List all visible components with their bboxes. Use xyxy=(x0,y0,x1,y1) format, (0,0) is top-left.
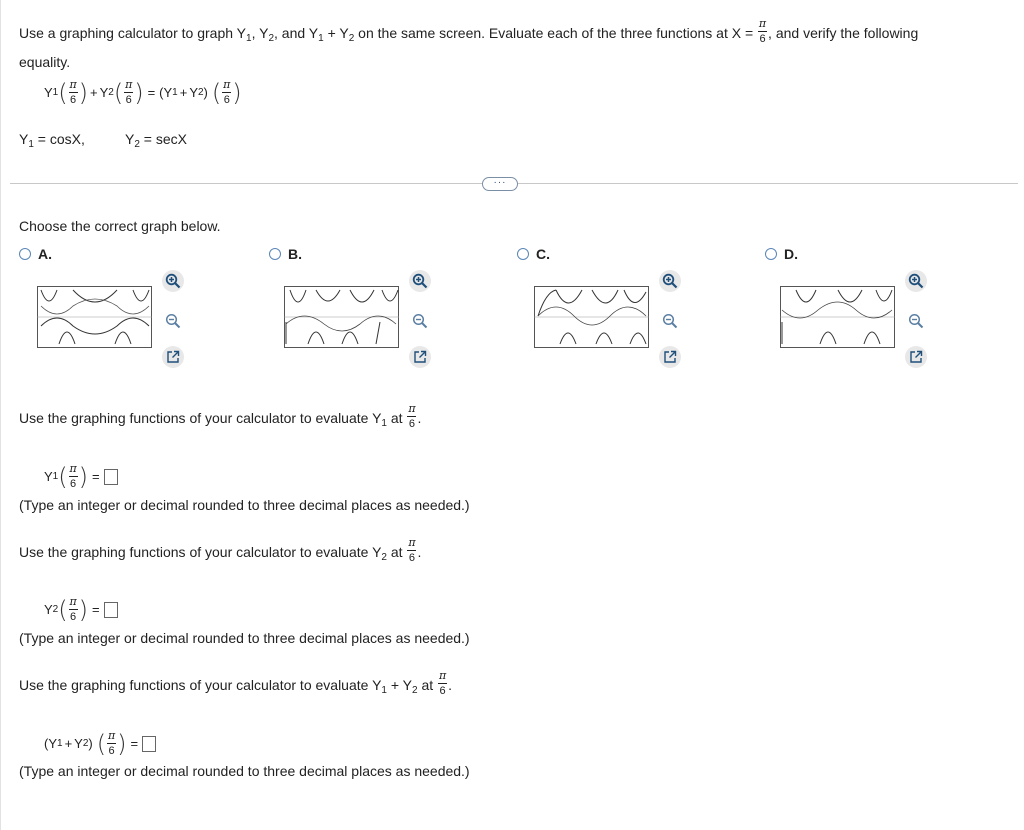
radio-b[interactable] xyxy=(269,248,281,260)
graph-d-zoom-in-icon[interactable] xyxy=(905,270,927,292)
part1-prompt: Use the graphing functions of your calculator to evaluate $Y_1$ at $\frac{\pi}{6}$ . xyxy=(19,402,422,430)
graph-d-popout-icon[interactable] xyxy=(905,346,927,368)
option-d[interactable]: D. xyxy=(765,246,798,262)
equality-expression: Y 1 ( $\frac{\pi}{6}$ ) + Y 2 ( $\frac{\pi}{6}$ ) = (Y 1 + Y 2 ) ( $\frac{\pi}{6}$ ) xyxy=(44,78,242,107)
more-button[interactable]: ··· xyxy=(482,177,518,191)
part2-prompt: Use the graphing functions of your calculator to evaluate $Y_2$ at $\frac{\pi}{6}$ . xyxy=(19,536,422,564)
graph-d-zoom-out-icon[interactable] xyxy=(905,310,927,332)
left-border xyxy=(0,0,1,830)
part3-prompt: Use the graphing functions of your calculator to evaluate $Y_1 + Y_2$ at $\frac{\pi}{6}$ . xyxy=(19,669,452,697)
graph-a[interactable] xyxy=(37,286,152,348)
graph-a-zoom-out-icon[interactable] xyxy=(162,310,184,332)
radio-d[interactable] xyxy=(765,248,777,260)
graph-b[interactable] xyxy=(284,286,399,348)
radio-c[interactable] xyxy=(517,248,529,260)
part2-answer-input[interactable] xyxy=(104,602,118,618)
option-c[interactable]: C. xyxy=(517,246,550,262)
graph-a-zoom-in-icon[interactable] xyxy=(162,270,184,292)
graph-c-zoom-in-icon[interactable] xyxy=(659,270,681,292)
choose-prompt: Choose the correct graph below. xyxy=(19,218,221,234)
graph-b-zoom-out-icon[interactable] xyxy=(409,310,431,332)
part3-hint: (Type an integer or decimal rounded to three decimal places as needed.) xyxy=(19,763,470,779)
pi-over-6: $\frac{\pi}{6}$ xyxy=(758,17,767,45)
graph-b-popout-icon[interactable] xyxy=(409,346,431,368)
option-b[interactable]: B. xyxy=(269,246,302,262)
part3-answer-row: (Y 1 + Y 2 ) ( $\frac{\pi}{6}$ ) = xyxy=(44,730,156,757)
radio-a[interactable] xyxy=(19,248,31,260)
graph-c-popout-icon[interactable] xyxy=(659,346,681,368)
graph-a-popout-icon[interactable] xyxy=(162,346,184,368)
part2-answer-row: Y 2 ( $\frac{\pi}{6}$ ) = xyxy=(44,596,118,623)
question-intro: Use a graphing calculator to graph $Y_1$, $Y_2$, and $Y_1 + Y_2$ on the same screen. Evaluate each of the three functions at X = $\frac{\pi}{6}$ , and verify the following xyxy=(19,17,919,45)
part1-answer-input[interactable] xyxy=(104,469,118,485)
part1-hint: (Type an integer or decimal rounded to three decimal places as needed.) xyxy=(19,497,470,513)
graph-c[interactable] xyxy=(534,286,649,348)
part2-hint: (Type an integer or decimal rounded to three decimal places as needed.) xyxy=(19,630,470,646)
option-a[interactable]: A. xyxy=(19,246,52,262)
graph-d[interactable] xyxy=(780,286,895,348)
part3-answer-input[interactable] xyxy=(142,736,156,752)
graph-c-zoom-out-icon[interactable] xyxy=(659,310,681,332)
question-intro-line2: equality. xyxy=(19,54,71,70)
y1-definition: $Y_1 = \cos X$, xyxy=(19,131,85,150)
part1-answer-row: Y 1 ( $\frac{\pi}{6}$ ) = xyxy=(44,463,118,490)
graph-b-zoom-in-icon[interactable] xyxy=(409,270,431,292)
y2-definition: $Y_2 = \sec X$ xyxy=(125,131,187,150)
